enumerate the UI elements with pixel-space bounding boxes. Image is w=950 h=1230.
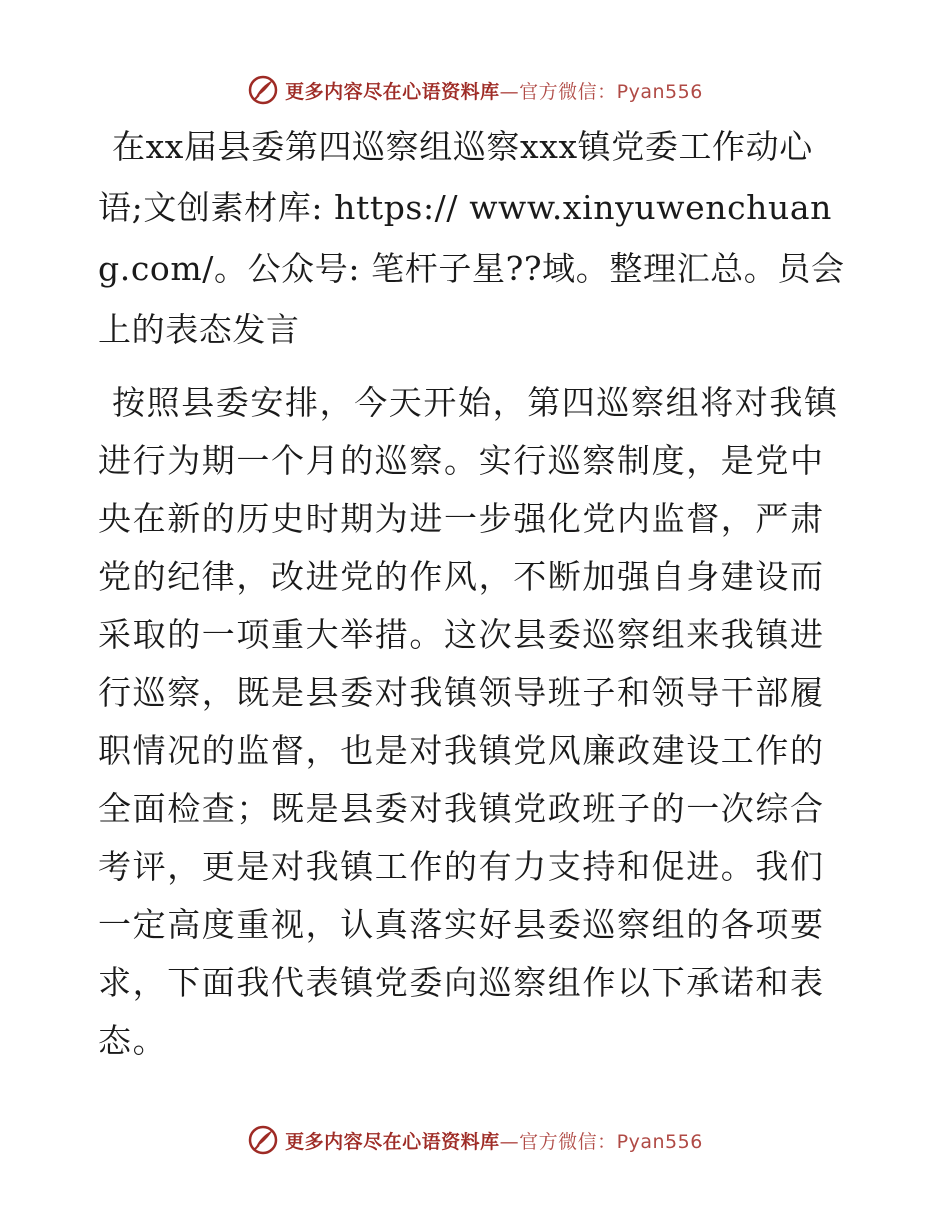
header-banner-cn: 更多内容尽在心语资料库 xyxy=(285,80,500,103)
quill-logo-icon xyxy=(247,74,279,106)
footer-banner-contact: —官方微信：Pyan556 xyxy=(499,1130,703,1153)
footer-banner-cn: 更多内容尽在心语资料库 xyxy=(285,1130,500,1153)
header-banner-text xyxy=(285,77,703,104)
header-banner-contact: —官方微信：Pyan556 xyxy=(499,80,703,103)
footer-watermark-banner xyxy=(0,1120,950,1160)
header-watermark-banner xyxy=(0,70,950,110)
body-paragraph: 按照县委安排，今天开始，第四巡察组将对我镇进行为期一个月的巡察。实行巡察制度，是党中央在新的历史时期为进一步强化党内监督，严肃党的纪律，改进党的作风，不断加强自身建设而采取的一项重大举措。这次县委巡察组来我镇进行巡察，既是县委对我镇领导班子和领导干部履职情况的监督，也是对我镇党风廉政建设工作的全面检查；既是县委对我镇党政班子的一次综合考评，更是对我镇工作的有力支持和促进。我们一定高度重视，认真落实好县委巡察组的各项要求，下面我代表镇党委向巡察组作以下承诺和表态。 xyxy=(98,383,839,1060)
quill-logo-icon xyxy=(247,1124,279,1156)
footer-banner-text xyxy=(285,1127,703,1154)
document-body xyxy=(98,116,858,1070)
document-title: 在xx届县委第四巡察组巡察xxx镇党委工作动心语;文创素材库: https:// www.xinyuwenchuang.com/。公众号: 笔杆子星??域。整理汇总。员会上的表态发言 xyxy=(98,127,845,349)
